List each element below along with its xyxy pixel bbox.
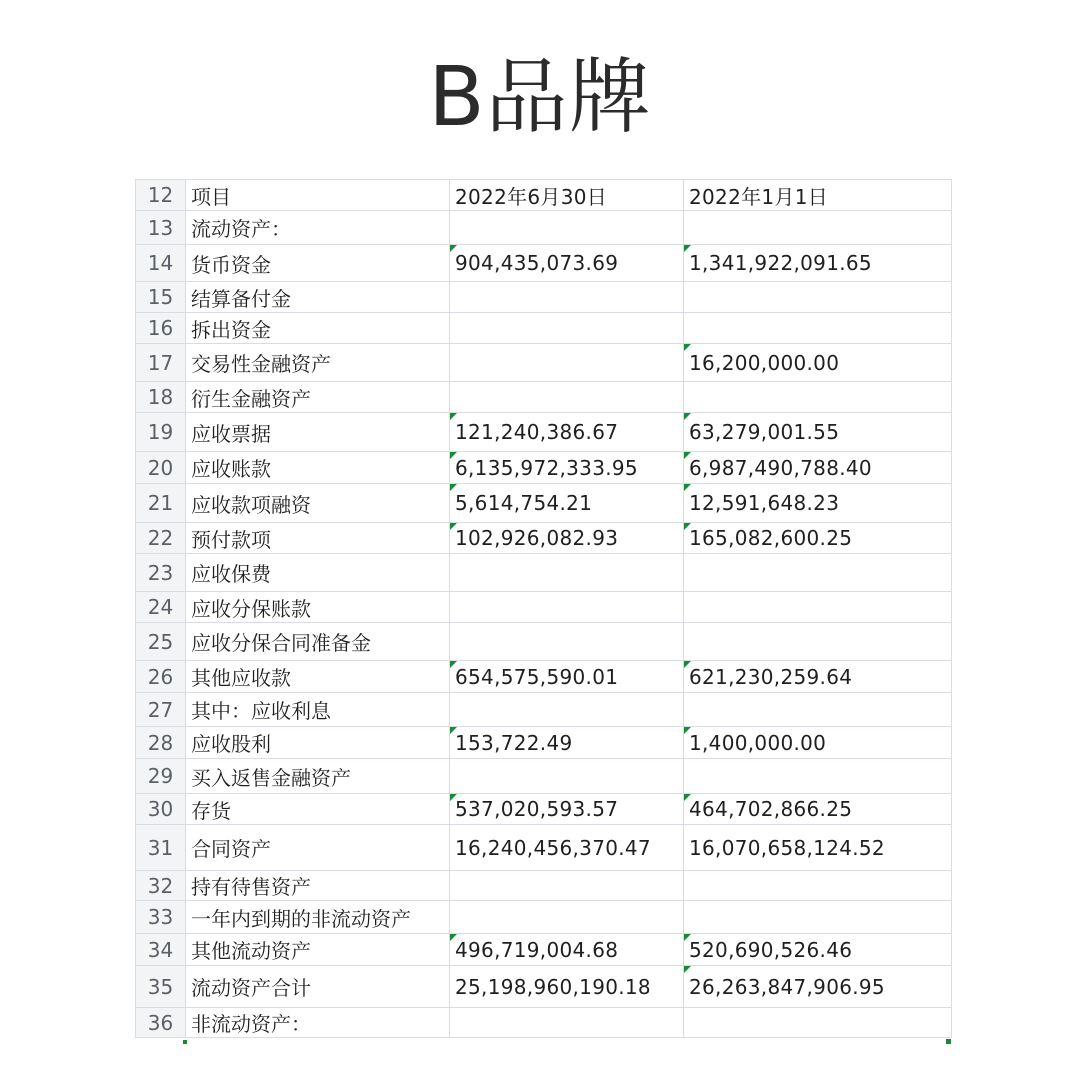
table-row: [136, 934, 952, 966]
row-number: 25: [136, 623, 186, 661]
cell-item[interactable]: 结算备付金: [186, 282, 450, 313]
cell-2022-06-30[interactable]: 2022年6月30日: [450, 180, 684, 211]
cell-item[interactable]: 应收股利: [186, 727, 450, 759]
cell-item[interactable]: 应收账款: [186, 452, 450, 484]
cell-2022-01-01[interactable]: 1,400,000.00: [684, 727, 952, 759]
cell-item[interactable]: 货币资金: [186, 245, 450, 282]
cell-2022-06-30[interactable]: 5,614,754.21: [450, 484, 684, 523]
cell-2022-06-30[interactable]: 25,198,960,190.18: [450, 966, 684, 1008]
table-row: [136, 693, 952, 727]
table-row: [136, 452, 952, 484]
cell-2022-01-01[interactable]: 1,341,922,091.65: [684, 245, 952, 282]
table-row: [136, 523, 952, 554]
table-row: [136, 554, 952, 592]
cell-2022-06-30[interactable]: [450, 693, 684, 727]
row-number: 16: [136, 313, 186, 344]
cell-2022-06-30[interactable]: [450, 1008, 684, 1038]
cell-2022-01-01[interactable]: 621,230,259.64: [684, 661, 952, 693]
cell-2022-01-01[interactable]: [684, 554, 952, 592]
row-number: 24: [136, 592, 186, 623]
row-number: 34: [136, 934, 186, 966]
cell-item[interactable]: 衍生金融资产: [186, 382, 450, 413]
row-number: 32: [136, 871, 186, 901]
selection-handle[interactable]: [946, 1039, 951, 1044]
cell-2022-01-01[interactable]: [684, 313, 952, 344]
cell-2022-01-01[interactable]: 464,702,866.25: [684, 794, 952, 825]
cell-2022-01-01[interactable]: 16,070,658,124.52: [684, 825, 952, 871]
table-row: [136, 794, 952, 825]
table-row: [136, 1008, 952, 1038]
cell-2022-01-01[interactable]: 520,690,526.46: [684, 934, 952, 966]
table-row: [136, 966, 952, 1008]
cell-2022-01-01[interactable]: [684, 759, 952, 794]
cell-2022-06-30[interactable]: 496,719,004.68: [450, 934, 684, 966]
cell-2022-06-30[interactable]: 537,020,593.57: [450, 794, 684, 825]
cell-2022-01-01[interactable]: 16,200,000.00: [684, 344, 952, 382]
cell-item[interactable]: 非流动资产：: [186, 1008, 450, 1038]
cell-2022-06-30[interactable]: [450, 282, 684, 313]
balance-sheet-table: [135, 179, 952, 1038]
table-row: [136, 282, 952, 313]
table-row: [136, 413, 952, 452]
cell-2022-01-01[interactable]: [684, 871, 952, 901]
table-row: [136, 623, 952, 661]
cell-2022-01-01[interactable]: 63,279,001.55: [684, 413, 952, 452]
cell-2022-01-01[interactable]: 26,263,847,906.95: [684, 966, 952, 1008]
row-number: 18: [136, 382, 186, 413]
cell-2022-06-30[interactable]: [450, 871, 684, 901]
cell-item[interactable]: 拆出资金: [186, 313, 450, 344]
cell-item[interactable]: 合同资产: [186, 825, 450, 871]
table-row: [136, 901, 952, 934]
cell-2022-06-30[interactable]: [450, 211, 684, 245]
table-row: [136, 727, 952, 759]
table-row: [136, 759, 952, 794]
cell-2022-06-30[interactable]: 102,926,082.93: [450, 523, 684, 554]
cell-2022-01-01[interactable]: [684, 282, 952, 313]
cell-2022-01-01[interactable]: [684, 382, 952, 413]
cell-2022-06-30[interactable]: 16,240,456,370.47: [450, 825, 684, 871]
table-row: [136, 344, 952, 382]
row-number: 19: [136, 413, 186, 452]
cell-2022-01-01[interactable]: [684, 1008, 952, 1038]
cell-2022-01-01[interactable]: 6,987,490,788.40: [684, 452, 952, 484]
cell-2022-06-30[interactable]: [450, 344, 684, 382]
row-number: 36: [136, 1008, 186, 1038]
cell-2022-06-30[interactable]: 6,135,972,333.95: [450, 452, 684, 484]
cell-item[interactable]: 一年内到期的非流动资产: [186, 901, 450, 934]
cell-item[interactable]: 存货: [186, 794, 450, 825]
row-number: 28: [136, 727, 186, 759]
cell-2022-01-01[interactable]: 165,082,600.25: [684, 523, 952, 554]
cell-2022-06-30[interactable]: [450, 623, 684, 661]
cell-2022-06-30[interactable]: [450, 759, 684, 794]
row-number: 17: [136, 344, 186, 382]
cell-2022-06-30[interactable]: 121,240,386.67: [450, 413, 684, 452]
cell-2022-06-30[interactable]: 904,435,073.69: [450, 245, 684, 282]
row-number: 29: [136, 759, 186, 794]
row-number: 21: [136, 484, 186, 523]
cell-2022-01-01[interactable]: [684, 623, 952, 661]
row-number: 27: [136, 693, 186, 727]
row-number: 30: [136, 794, 186, 825]
table-row: [136, 484, 952, 523]
cell-marker: [183, 1040, 187, 1044]
cell-2022-06-30[interactable]: [450, 382, 684, 413]
sheet-body: [136, 180, 952, 1038]
table-row: [136, 313, 952, 344]
cell-item[interactable]: 买入返售金融资产: [186, 759, 450, 794]
cell-item[interactable]: 流动资产：: [186, 211, 450, 245]
cell-item[interactable]: 流动资产合计: [186, 966, 450, 1008]
cell-item[interactable]: 其他应收款: [186, 661, 450, 693]
row-number: 26: [136, 661, 186, 693]
table-row: [136, 661, 952, 693]
cell-item[interactable]: 应收保费: [186, 554, 450, 592]
row-number: 35: [136, 966, 186, 1008]
cell-item[interactable]: 应收票据: [186, 413, 450, 452]
cell-item[interactable]: 应收分保账款: [186, 592, 450, 623]
row-number: 20: [136, 452, 186, 484]
row-number: 22: [136, 523, 186, 554]
cell-2022-01-01[interactable]: 2022年1月1日: [684, 180, 952, 211]
table-row: [136, 180, 952, 211]
cell-item[interactable]: 持有待售资产: [186, 871, 450, 901]
cell-2022-01-01[interactable]: [684, 211, 952, 245]
cell-2022-01-01[interactable]: [684, 693, 952, 727]
cell-item[interactable]: 应收分保合同准备金: [186, 623, 450, 661]
row-number: 15: [136, 282, 186, 313]
cell-2022-06-30[interactable]: [450, 554, 684, 592]
cell-2022-06-30[interactable]: 654,575,590.01: [450, 661, 684, 693]
cell-2022-01-01[interactable]: [684, 901, 952, 934]
cell-item[interactable]: 交易性金融资产: [186, 344, 450, 382]
cell-item[interactable]: 其他流动资产: [186, 934, 450, 966]
table-row: [136, 592, 952, 623]
row-number: 12: [136, 180, 186, 211]
table-row: [136, 871, 952, 901]
cell-2022-01-01[interactable]: 12,591,648.23: [684, 484, 952, 523]
cell-item[interactable]: 预付款项: [186, 523, 450, 554]
cell-2022-06-30[interactable]: [450, 313, 684, 344]
table-row: [136, 211, 952, 245]
cell-2022-06-30[interactable]: [450, 901, 684, 934]
row-number: 31: [136, 825, 186, 871]
table-row: [136, 382, 952, 413]
table-row: [136, 245, 952, 282]
row-number: 13: [136, 211, 186, 245]
row-number: 33: [136, 901, 186, 934]
page-title: B品牌: [428, 50, 652, 145]
cell-item[interactable]: 应收款项融资: [186, 484, 450, 523]
cell-2022-01-01[interactable]: [684, 592, 952, 623]
table-row: [136, 825, 952, 871]
row-number: 14: [136, 245, 186, 282]
cell-2022-06-30[interactable]: [450, 592, 684, 623]
cell-2022-06-30[interactable]: 153,722.49: [450, 727, 684, 759]
cell-item[interactable]: 项目: [186, 180, 450, 211]
row-number: 23: [136, 554, 186, 592]
cell-item[interactable]: 其中：应收利息: [186, 693, 450, 727]
